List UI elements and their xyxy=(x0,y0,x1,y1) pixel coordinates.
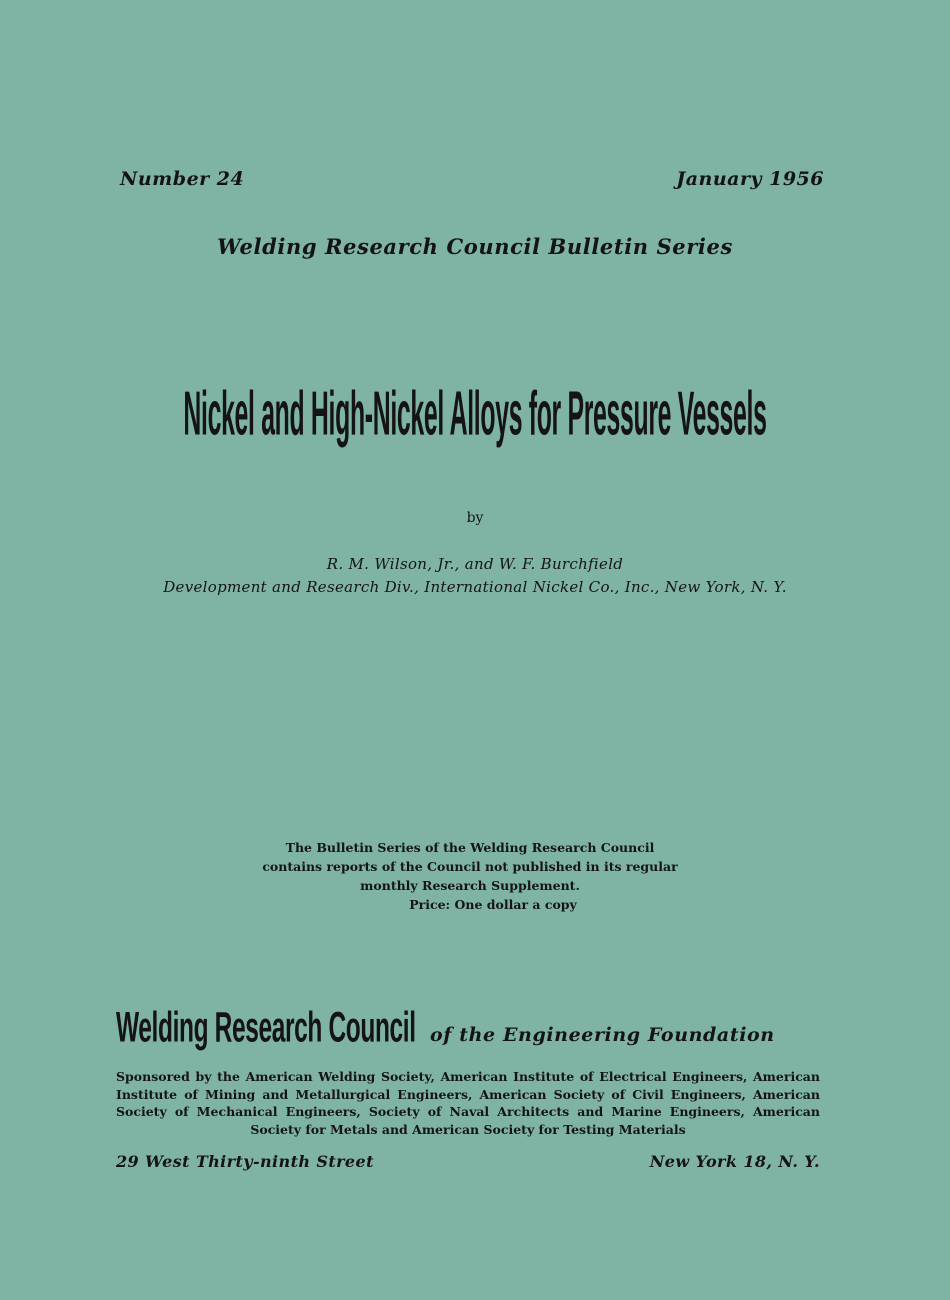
city-address: New York 18, N. Y. xyxy=(649,1152,820,1171)
bulletin-number: Number 24 xyxy=(120,168,245,190)
council-subtitle: of the Engineering Foundation xyxy=(430,1024,775,1046)
council-name: Welding Research Council xyxy=(116,1004,416,1052)
council-heading xyxy=(116,1004,775,1052)
sponsors-text: Sponsored by the American Welding Society, American Institute of Electrical Engineers, American Institute of Mining and Metallurgical Engineers, American Society of Civil Engineers, American Society of Mechanical Engineers, Society of Naval Architects and Marine Engineers, American Society for Metals and American Society for Testing Materials xyxy=(116,1069,820,1137)
authors: R. M. Wilson, Jr., and W. F. Burchfield xyxy=(326,555,624,573)
affiliation: Development and Research Div., International Nickel Co., Inc., New York, N. Y. xyxy=(163,578,787,596)
by-label: by xyxy=(466,510,484,526)
document-title xyxy=(181,380,770,449)
document-title-text: Nickel and High-Nickel Alloys for Pressure Vessels xyxy=(183,380,767,449)
issue-date: January 1956 xyxy=(676,168,824,190)
price: Price: One dollar a copy xyxy=(409,897,577,912)
street-address: 29 West Thirty-ninth Street xyxy=(116,1152,374,1171)
bulletin-note: The Bulletin Series of the Welding Research Council contains reports of the Council not published in its regular monthly Research Supplement. xyxy=(262,840,678,893)
series-title: Welding Research Council Bulletin Series xyxy=(217,234,733,259)
